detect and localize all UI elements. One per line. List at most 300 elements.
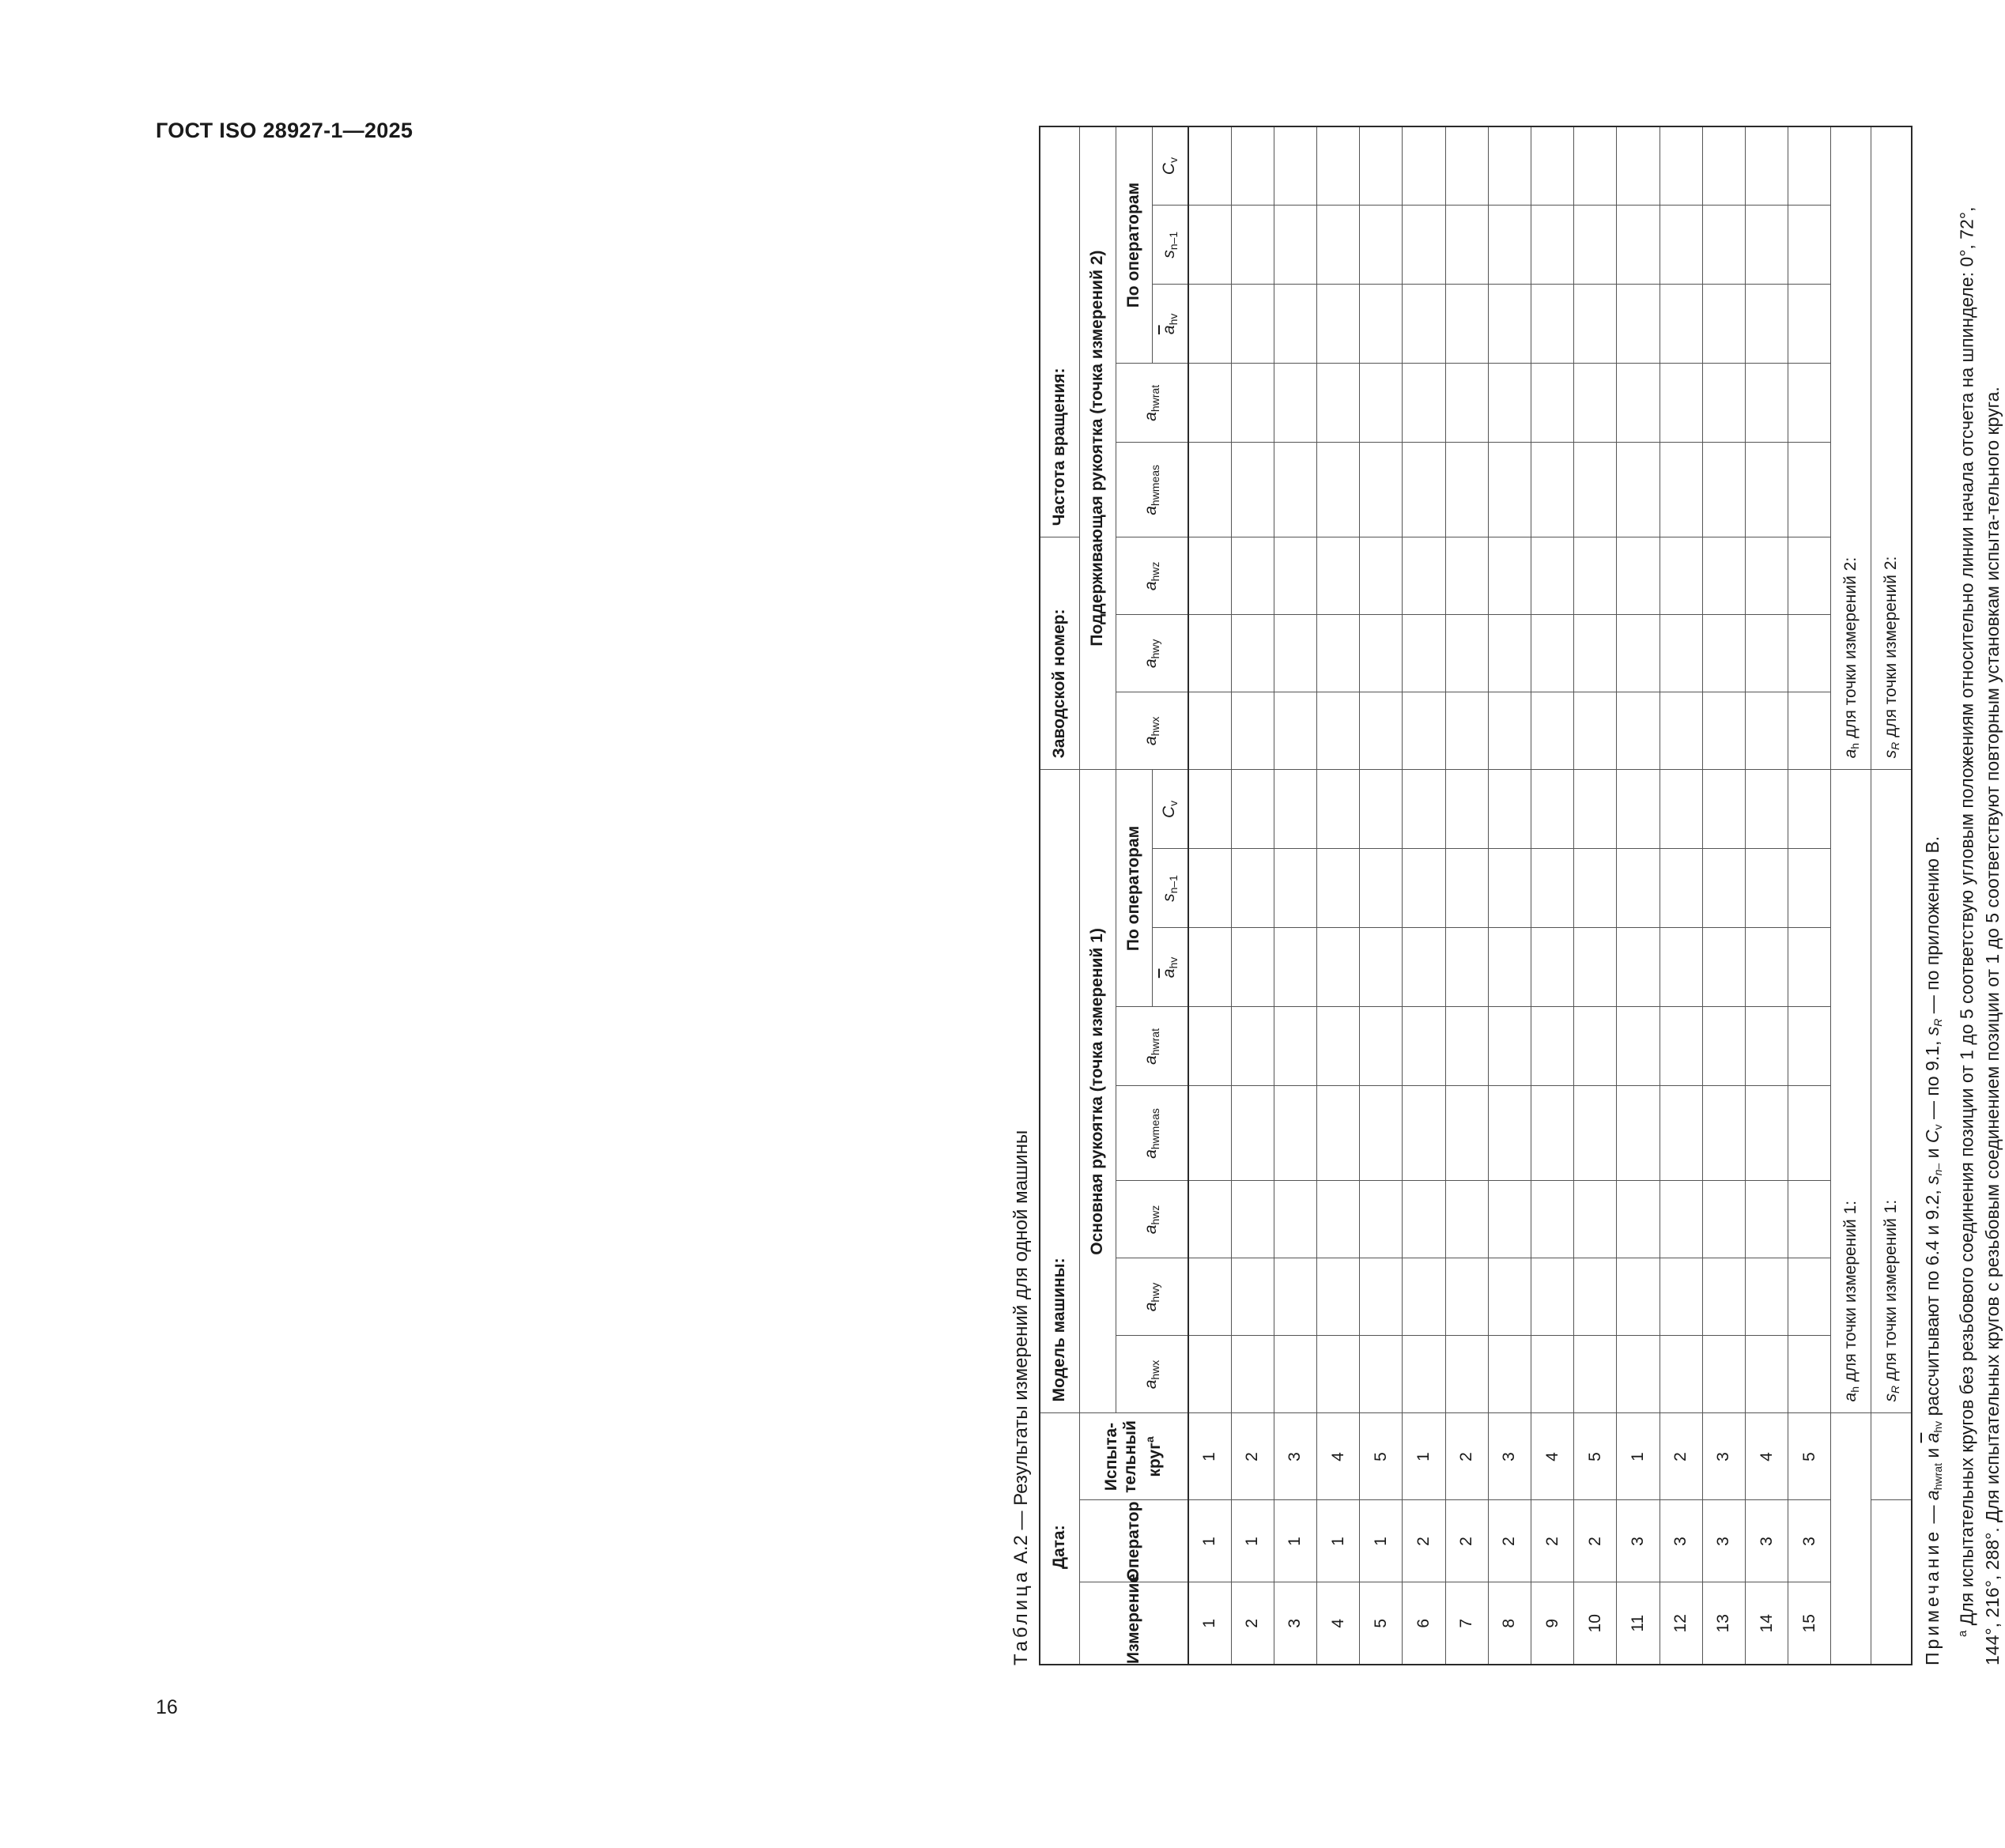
cell-test-wheel: 2	[1660, 1413, 1702, 1500]
cell-test-wheel: 4	[1745, 1413, 1788, 1500]
cell-empty	[1531, 770, 1574, 849]
cell-operator: 1	[1317, 1500, 1360, 1582]
cell-empty	[1445, 615, 1488, 692]
cell-empty	[1403, 1258, 1445, 1336]
cell-empty	[1531, 615, 1574, 692]
cell-empty	[1274, 615, 1316, 692]
cell-operator: 1	[1231, 1500, 1274, 1582]
header-ahwy-1: $a_{hwy}$	[1116, 1258, 1188, 1336]
serial-field: Заводской номер:	[1040, 537, 1079, 770]
footnote-text: Для испытательных кругов без резьбового соединения позиции от 1 до 5 соответствую угловым положениям относительно линии начала отсчета на шпинделе: 0°, 72°, 144°, 216°, 288°. Для испытательных кругов с резьбовым соединением позиции от 1 до 5 соответствуют повторным установкам испыта-тельного круга.	[1956, 206, 2003, 1665]
cell-empty	[1360, 770, 1403, 849]
cell-test-wheel: 2	[1231, 1413, 1274, 1500]
cell-empty	[1274, 1181, 1316, 1258]
cell-empty	[1531, 1007, 1574, 1086]
cell-empty	[1531, 364, 1574, 443]
cell-empty	[1231, 364, 1274, 443]
header-ahv-1: $\overline{a}_{hv}$	[1152, 928, 1188, 1007]
cell-empty	[1617, 692, 1660, 770]
header-ahwmeas-1: $a_{hwmeas}$	[1116, 1086, 1188, 1181]
cell-empty	[1788, 285, 1831, 364]
cell-empty	[1445, 1336, 1488, 1413]
cell-empty	[1188, 206, 1231, 285]
cell-empty	[1660, 1258, 1702, 1336]
cell-empty	[1702, 364, 1745, 443]
cell-empty	[1574, 537, 1617, 615]
cell-empty	[1188, 537, 1231, 615]
cell-empty	[1403, 1336, 1445, 1413]
cell-empty	[1231, 537, 1274, 615]
cell-empty	[1488, 206, 1531, 285]
cell-empty	[1360, 1336, 1403, 1413]
cell-empty	[1317, 364, 1360, 443]
cell-empty	[1488, 285, 1531, 364]
cell-empty	[1702, 1181, 1745, 1258]
cell-empty	[1231, 928, 1274, 1007]
cell-empty	[1531, 206, 1574, 285]
cell-empty	[1360, 1258, 1403, 1336]
cell-empty	[1617, 364, 1660, 443]
cell-empty	[1788, 1258, 1831, 1336]
cell-empty	[1574, 206, 1617, 285]
cell-operator: 3	[1617, 1500, 1660, 1582]
table-row	[1188, 126, 1231, 1665]
cell-empty	[1702, 126, 1745, 206]
cell-empty	[1745, 1336, 1788, 1413]
cell-empty	[1445, 849, 1488, 928]
header-sn1-2: $s_{n-1}$	[1152, 206, 1188, 285]
cell-empty	[1231, 1258, 1274, 1336]
cell-empty	[1788, 443, 1831, 537]
cell-empty	[1617, 537, 1660, 615]
table-row	[1231, 126, 1274, 1665]
table-row	[1445, 126, 1488, 1665]
cell-empty	[1702, 206, 1745, 285]
header-ahwx-1: $a_{hwx}$	[1116, 1336, 1188, 1413]
cell-empty	[1617, 849, 1660, 928]
cell-empty	[1531, 928, 1574, 1007]
cell-empty	[1445, 443, 1488, 537]
cell-empty	[1360, 615, 1403, 692]
cell-empty	[1702, 285, 1745, 364]
cell-empty	[1574, 928, 1617, 1007]
cell-empty	[1231, 770, 1274, 849]
cell-empty	[1660, 126, 1702, 206]
cell-operator: 2	[1488, 1500, 1531, 1582]
cell-empty	[1231, 443, 1274, 537]
cell-empty	[1274, 849, 1316, 928]
rotated-table-block	[996, 157, 2003, 1665]
cell-empty	[1317, 285, 1360, 364]
cell-operator: 3	[1702, 1500, 1745, 1582]
cell-measurement: 11	[1617, 1582, 1660, 1665]
table-caption	[1010, 1130, 1033, 1665]
cell-empty	[1617, 1258, 1660, 1336]
cell-empty	[1702, 537, 1745, 615]
cell-empty	[1745, 443, 1788, 537]
cell-empty	[1574, 849, 1617, 928]
cell-empty	[1574, 1086, 1617, 1181]
cell-test-wheel: 5	[1788, 1413, 1831, 1500]
cell-empty	[1231, 1181, 1274, 1258]
cell-empty	[1745, 1181, 1788, 1258]
header-operator: Оператор	[1079, 1500, 1188, 1582]
cell-empty	[1702, 1086, 1745, 1181]
cell-empty	[1403, 1181, 1445, 1258]
table-row	[1531, 126, 1574, 1665]
table-row	[1617, 126, 1660, 1665]
cell-empty	[1488, 1181, 1531, 1258]
header-ahwz-1: $a_{hwz}$	[1116, 1181, 1188, 1258]
table-row	[1488, 126, 1531, 1665]
cell-empty	[1574, 615, 1617, 692]
cell-empty	[1445, 692, 1488, 770]
cell-operator: 2	[1403, 1500, 1445, 1582]
cell-empty	[1660, 537, 1702, 615]
cell-empty	[1445, 537, 1488, 615]
cell-operator: 3	[1660, 1500, 1702, 1582]
model-field: Модель машины:	[1040, 770, 1079, 1413]
cell-empty	[1445, 1181, 1488, 1258]
cell-empty	[1188, 1007, 1231, 1086]
cell-empty	[1317, 615, 1360, 692]
cell-empty	[1488, 692, 1531, 770]
cell-empty	[1488, 1086, 1531, 1181]
header-group-support-handle: Поддерживающая рукоятка (точка измерений 2)	[1079, 126, 1116, 770]
cell-empty	[1531, 1258, 1574, 1336]
cell-empty	[1317, 692, 1360, 770]
cell-empty	[1745, 364, 1788, 443]
cell-empty	[1788, 537, 1831, 615]
cell-empty	[1531, 285, 1574, 364]
cell-empty	[1403, 770, 1445, 849]
cell-empty	[1488, 928, 1531, 1007]
table-row	[1702, 126, 1745, 1665]
cell-empty	[1403, 1007, 1445, 1086]
cell-operator: 1	[1274, 1500, 1316, 1582]
cell-empty	[1488, 1258, 1531, 1336]
cell-empty	[1360, 126, 1403, 206]
cell-empty	[1788, 1336, 1831, 1413]
cell-empty	[1788, 126, 1831, 206]
header-cv-2: $C_v$	[1152, 126, 1188, 206]
cell-empty	[1660, 849, 1702, 928]
cell-test-wheel: 3	[1274, 1413, 1316, 1500]
header-by-operators-2: По операторам	[1116, 126, 1152, 364]
cell-empty	[1702, 615, 1745, 692]
cell-empty	[1574, 364, 1617, 443]
cell-empty	[1488, 770, 1531, 849]
cell-empty	[1274, 1007, 1316, 1086]
summary-row-ah	[1831, 126, 1871, 1665]
cell-empty	[1745, 928, 1788, 1007]
cell-empty	[1317, 126, 1360, 206]
cell-empty	[1617, 126, 1660, 206]
cell-empty	[1445, 770, 1488, 849]
cell-measurement: 4	[1317, 1582, 1360, 1665]
cell-empty	[1574, 1258, 1617, 1336]
cell-measurement: 13	[1702, 1582, 1745, 1665]
cell-empty	[1317, 206, 1360, 285]
cell-test-wheel: 5	[1574, 1413, 1617, 1500]
cell-empty	[1702, 443, 1745, 537]
footnote-mark-a: a	[1143, 1436, 1157, 1443]
header-ahwrat-2: $a_{hwrat}$	[1116, 364, 1188, 443]
cell-empty	[1360, 285, 1403, 364]
cell-empty	[1617, 615, 1660, 692]
header-ahwmeas-2: $a_{hwmeas}$	[1116, 443, 1188, 537]
cell-empty	[1745, 770, 1788, 849]
cell-empty	[1317, 537, 1360, 615]
cell-empty	[1231, 1336, 1274, 1413]
cell-test-wheel: 1	[1188, 1413, 1231, 1500]
table-row	[1660, 126, 1702, 1665]
cell-empty	[1617, 928, 1660, 1007]
cell-empty	[1745, 285, 1788, 364]
cell-empty	[1788, 1007, 1831, 1086]
cell-test-wheel: 1	[1617, 1413, 1660, 1500]
cell-measurement: 9	[1531, 1582, 1574, 1665]
cell-empty	[1660, 928, 1702, 1007]
cell-empty	[1274, 126, 1316, 206]
table-row	[1788, 126, 1831, 1665]
header-sn1-1: $s_{n-1}$	[1152, 849, 1188, 928]
cell-empty	[1274, 1258, 1316, 1336]
cell-empty	[1274, 537, 1316, 615]
cell-empty	[1788, 770, 1831, 849]
cell-empty	[1360, 443, 1403, 537]
cell-empty	[1745, 206, 1788, 285]
caption-text: А.2 — Результаты измерений для одной машины	[1010, 1130, 1032, 1564]
cell-empty	[1531, 849, 1574, 928]
cell-empty	[1702, 1007, 1745, 1086]
cell-empty	[1788, 364, 1831, 443]
summary-row-sr	[1871, 126, 1912, 1665]
cell-empty	[1617, 1336, 1660, 1413]
cell-empty	[1574, 126, 1617, 206]
cell-empty	[1488, 1336, 1531, 1413]
cell-empty	[1702, 770, 1745, 849]
cell-empty	[1574, 770, 1617, 849]
cell-empty	[1274, 206, 1316, 285]
header-ahwx-2: $a_{hwx}$	[1116, 692, 1188, 770]
cell-operator: 2	[1445, 1500, 1488, 1582]
cell-measurement: 10	[1574, 1582, 1617, 1665]
cell-empty	[1660, 1336, 1702, 1413]
cell-empty	[1231, 285, 1274, 364]
cell-empty	[1403, 615, 1445, 692]
cell-empty	[1317, 928, 1360, 1007]
cell-measurement: 12	[1660, 1582, 1702, 1665]
cell-measurement: 15	[1788, 1582, 1831, 1665]
cell-empty	[1188, 443, 1231, 537]
cell-test-wheel: 3	[1488, 1413, 1531, 1500]
cell-empty	[1617, 285, 1660, 364]
cell-empty	[1660, 1181, 1702, 1258]
cell-empty	[1188, 1181, 1231, 1258]
cell-measurement: 1	[1188, 1582, 1231, 1665]
cell-empty	[1788, 928, 1831, 1007]
cell-empty	[1488, 849, 1531, 928]
cell-empty	[1745, 1007, 1788, 1086]
header-test-wheel-line3: круг	[1146, 1443, 1165, 1477]
cell-empty	[1574, 1007, 1617, 1086]
cell-empty	[1445, 364, 1488, 443]
cell-empty	[1188, 126, 1231, 206]
header-ahwy-2: $a_{hwy}$	[1116, 615, 1188, 692]
cell-empty	[1188, 692, 1231, 770]
cell-empty	[1445, 1007, 1488, 1086]
header-measurement: Измерение	[1079, 1582, 1188, 1665]
cell-test-wheel: 3	[1702, 1413, 1745, 1500]
note: Примечание — $a_{hwrat}$ и $\overline{a}_{hv}$ рассчитывают по 6.4 и 9.2, $s_{n-}$ и $C_v$ — по 9.1, $s_R$ — по приложению В.	[1922, 835, 1944, 1665]
cell-empty	[1660, 443, 1702, 537]
cell-empty	[1403, 537, 1445, 615]
cell-empty	[1274, 1086, 1316, 1181]
header-group-main-handle: Основная рукоятка (точка измерений 1)	[1079, 770, 1116, 1413]
cell-measurement: 8	[1488, 1582, 1531, 1665]
cell-empty	[1660, 1007, 1702, 1086]
cell-empty	[1445, 126, 1488, 206]
header-test-wheel	[1079, 1413, 1188, 1500]
cell-empty	[1360, 692, 1403, 770]
cell-empty	[1788, 1181, 1831, 1258]
cell-operator: 3	[1788, 1500, 1831, 1582]
cell-empty	[1317, 1258, 1360, 1336]
cell-operator: 1	[1188, 1500, 1231, 1582]
cell-measurement: 6	[1403, 1582, 1445, 1665]
header-test-wheel-line2: тельный	[1121, 1420, 1140, 1493]
summary-ah-point1: $a_h$ для точки измерений 1:	[1831, 770, 1871, 1413]
cell-empty	[1360, 849, 1403, 928]
cell-empty	[1702, 692, 1745, 770]
table-row	[1274, 126, 1316, 1665]
cell-empty	[1445, 1086, 1488, 1181]
header-cv-1: $C_v$	[1152, 770, 1188, 849]
cell-empty	[1660, 1086, 1702, 1181]
cell-empty	[1360, 928, 1403, 1007]
results-table	[1039, 126, 1912, 1665]
cell-empty	[1317, 1086, 1360, 1181]
cell-test-wheel: 1	[1403, 1413, 1445, 1500]
cell-empty	[1188, 1086, 1231, 1181]
cell-operator: 2	[1531, 1500, 1574, 1582]
cell-empty	[1788, 1086, 1831, 1181]
caption-prefix: Таблица	[1010, 1568, 1032, 1665]
date-field: Дата:	[1040, 1413, 1079, 1665]
cell-empty	[1702, 849, 1745, 928]
cell-empty	[1871, 1500, 1912, 1665]
cell-empty	[1831, 1413, 1871, 1665]
cell-measurement: 7	[1445, 1582, 1488, 1665]
header-ahwz-2: $a_{hwz}$	[1116, 537, 1188, 615]
cell-empty	[1403, 285, 1445, 364]
cell-empty	[1274, 928, 1316, 1007]
cell-empty	[1188, 285, 1231, 364]
cell-empty	[1574, 1336, 1617, 1413]
cell-empty	[1188, 928, 1231, 1007]
cell-empty	[1531, 537, 1574, 615]
cell-empty	[1403, 126, 1445, 206]
cell-empty	[1702, 1336, 1745, 1413]
cell-empty	[1745, 692, 1788, 770]
summary-ah-point2: $a_h$ для точки измерений 2:	[1831, 126, 1871, 770]
cell-test-wheel: 4	[1317, 1413, 1360, 1500]
cell-measurement: 3	[1274, 1582, 1316, 1665]
cell-empty	[1574, 285, 1617, 364]
cell-empty	[1360, 364, 1403, 443]
cell-empty	[1488, 126, 1531, 206]
cell-empty	[1660, 206, 1702, 285]
header-ahv-2: $\overline{a}_{hv}$	[1152, 285, 1188, 364]
cell-empty	[1317, 849, 1360, 928]
header-test-wheel-line1: Испыта-	[1102, 1422, 1121, 1492]
cell-empty	[1274, 770, 1316, 849]
table-row	[1574, 126, 1617, 1665]
cell-empty	[1360, 1007, 1403, 1086]
cell-empty	[1617, 206, 1660, 285]
cell-empty	[1403, 206, 1445, 285]
summary-sr-point2: $s_R$ для точки измерений 2:	[1871, 126, 1912, 770]
table-row	[1360, 126, 1403, 1665]
cell-empty	[1188, 1336, 1231, 1413]
cell-empty	[1788, 206, 1831, 285]
cell-empty	[1231, 849, 1274, 928]
cell-empty	[1660, 285, 1702, 364]
cell-empty	[1274, 364, 1316, 443]
cell-empty	[1531, 126, 1574, 206]
cell-empty	[1360, 537, 1403, 615]
cell-empty	[1488, 364, 1531, 443]
table-notes	[1920, 187, 2005, 1665]
cell-empty	[1617, 1181, 1660, 1258]
cell-empty	[1617, 1007, 1660, 1086]
cell-empty	[1231, 1007, 1274, 1086]
cell-empty	[1488, 443, 1531, 537]
cell-empty	[1574, 443, 1617, 537]
cell-empty	[1702, 1258, 1745, 1336]
cell-empty	[1360, 1086, 1403, 1181]
cell-empty	[1617, 1086, 1660, 1181]
cell-empty	[1788, 692, 1831, 770]
cell-empty	[1531, 1181, 1574, 1258]
cell-empty	[1531, 692, 1574, 770]
cell-empty	[1660, 770, 1702, 849]
cell-measurement: 5	[1360, 1582, 1403, 1665]
cell-test-wheel: 4	[1531, 1413, 1574, 1500]
cell-empty	[1745, 1258, 1788, 1336]
cell-operator: 2	[1574, 1500, 1617, 1582]
cell-test-wheel: 5	[1360, 1413, 1403, 1500]
cell-empty	[1745, 615, 1788, 692]
cell-empty	[1317, 1336, 1360, 1413]
cell-empty	[1231, 126, 1274, 206]
cell-empty	[1317, 1007, 1360, 1086]
cell-empty	[1274, 1336, 1316, 1413]
cell-empty	[1188, 1258, 1231, 1336]
cell-empty	[1871, 1413, 1912, 1500]
cell-empty	[1745, 126, 1788, 206]
document-header: ГОСТ ISO 28927-1—2025	[156, 119, 413, 142]
cell-empty	[1188, 849, 1231, 928]
cell-empty	[1445, 928, 1488, 1007]
cell-empty	[1231, 692, 1274, 770]
cell-empty	[1445, 1258, 1488, 1336]
cell-empty	[1403, 443, 1445, 537]
footnote	[1950, 187, 2005, 1665]
cell-empty	[1403, 1086, 1445, 1181]
cell-empty	[1574, 1181, 1617, 1258]
